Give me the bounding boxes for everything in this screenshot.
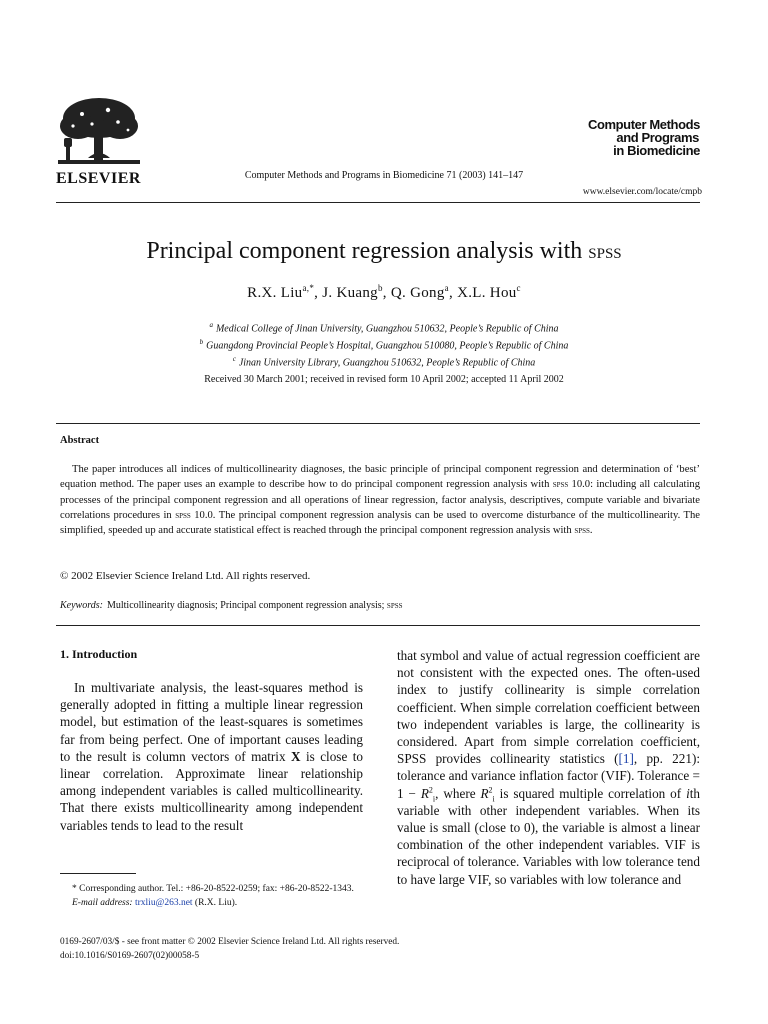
journal-url-link[interactable]: www.elsevier.com/locate/cmpb — [582, 187, 702, 197]
body-text: is squared multiple correlation of — [494, 785, 687, 801]
keywords-text: Multicollinearity diagnosis; Principal component regression analysis; — [106, 600, 385, 611]
affiliation-mark: b — [199, 337, 204, 346]
footnote — [60, 883, 363, 910]
publisher-name: ELSEVIER — [56, 170, 141, 187]
math-subscript: i — [492, 794, 495, 804]
email-link[interactable]: trxliu@263.net — [134, 897, 193, 908]
abstract-text: The paper introduces all indices of multicollinearity diagnoses, the basic principle of principal component regression and determination of ‘best’ equation method. The paper uses an example to describe how to do principal component regression analysis with — [60, 464, 700, 491]
keywords — [60, 600, 403, 611]
keywords-label: Keywords: — [60, 600, 103, 611]
author-list: R.X. Liu$^{a,*}$, J. Kuang$^b$, Q. Gong$^a$, X.L. Hou$^c$ — [247, 283, 521, 301]
author-name: R.X. Liu — [247, 285, 303, 301]
affiliation-text: Medical College of Jinan University, Guangzhou 510632, People’s Republic of China — [215, 323, 559, 335]
body-text: , where — [435, 785, 481, 801]
affiliation-mark: a — [209, 321, 213, 329]
received-dates: Received 30 March 2001; received in revised form 10 April 2002; accepted 11 April 2002 — [204, 374, 564, 385]
doi-line: doi:10.1016/S0169-2607(02)00058-5 — [60, 951, 200, 961]
body-text: , pp. 221): tolerance and variance inflation factor (VIF). Tolerance = 1 − — [397, 751, 700, 801]
front-matter-info — [60, 935, 399, 963]
author-affiliation-mark[interactable]: a — [444, 283, 449, 293]
math-symbol: R — [480, 785, 489, 801]
math-symbol: i — [686, 785, 690, 801]
abstract-copyright: © 2002 Elsevier Science Ireland Ltd. All rights reserved. — [60, 570, 311, 582]
article-title — [0, 238, 768, 265]
abstract-top-divider — [56, 423, 700, 424]
affiliation-item — [0, 353, 768, 370]
affiliation-text: Jinan University Library, Guangzhou 510632, People’s Republic of China — [238, 356, 536, 368]
footnote-divider — [60, 873, 136, 874]
author-name: X.L. Hou — [457, 285, 517, 301]
intro-right-column — [397, 647, 700, 888]
intro-left-column — [60, 679, 363, 834]
abstract-text: 10.0. The principal component regression analysis can be used to overcome disturbance of the multicollinearity. The simplified, speeded up and accurate statistical effect is reached through the principal component regression analysis with — [60, 509, 700, 537]
math-superscript: 2 — [428, 785, 433, 795]
author-affiliation-mark[interactable]: c — [516, 283, 521, 293]
citation-link[interactable]: [1] — [618, 751, 634, 767]
abstract-heading: Abstract — [60, 435, 100, 446]
front-matter-line: 0169-2607/03/$ - see front matter © 2002 Elsevier Science Ireland Ltd. All rights reserved. — [60, 937, 400, 947]
section-heading: 1. Introduction — [60, 647, 138, 661]
journal-citation: Computer Methods and Programs in Biomedicine 71 (2003) 141–147 — [244, 170, 524, 181]
journal-brand-line: in Biomedicine — [613, 143, 700, 158]
math-superscript: 2 — [488, 785, 493, 795]
email-suffix: (R.X. Liu). — [192, 897, 238, 908]
journal-brand-logo — [588, 118, 700, 157]
affiliation-item — [0, 336, 768, 353]
abstract-body — [60, 462, 700, 538]
email-label: E-mail address: — [72, 897, 133, 908]
journal-brand-line: and Programs — [616, 130, 699, 145]
affiliation-list — [0, 319, 768, 369]
affiliation-text: Guangdong Provincial People’s Hospital, Guangzhou 510080, People’s Republic of China — [206, 340, 569, 352]
article-title-main: Principal component regression analysis with — [146, 238, 583, 264]
body-text: In multivariate analysis, the least-squares method is generally adopted in fitting a multiple linear regression model, but estimation of the least-squares is sometimes far from being perfect. One of important causes leading to the result is column vectors of matrix — [60, 680, 363, 764]
abstract-text: 10.0: including all calculating processes of the principal component regression and all operations of linear regression, factor analysis, descriptives, compute variable and bivariate correlations procedures in — [60, 479, 701, 521]
header-divider — [56, 202, 700, 203]
abstract-software-term: spss — [175, 509, 191, 521]
footnote-corresponding: * Corresponding author. Tel.: +86-20-8522-0259; fax: +86-20-8522-1343. — [72, 884, 354, 894]
abstract-software-term: spss — [574, 525, 590, 537]
math-symbol: R — [420, 785, 429, 801]
abstract-software-term: spss — [552, 479, 569, 491]
journal-brand-line: Computer Methods — [587, 117, 700, 132]
author-affiliation-mark[interactable]: a,* — [302, 283, 315, 293]
footnote-email — [60, 897, 363, 911]
author-name: Q. Gong — [390, 285, 445, 301]
article-title-software: spss — [588, 238, 622, 263]
keywords-software-term: spss — [386, 600, 403, 611]
body-text: that symbol and value of actual regression coefficient are not consistent with the expected ones. The often-used index to justify collinearity is simple correlation coefficient. When simple correlation coefficient between two independent variables is large, the collinearity is considered. Apart from simple correlation coefficient, SPSS provides collinearity statistics ( — [397, 648, 700, 767]
body-text: is close to linear correlation. Approximate linear relationship among independent variables is called multicollinearity. That there exists multicollinearity among independent variables tends to lead to the result — [60, 748, 363, 833]
affiliation-mark: c — [232, 354, 236, 363]
elsevier-tree-logo-icon — [58, 96, 140, 168]
matrix-symbol: X — [291, 748, 301, 764]
body-text: th variable with other independent variables. When its value is small (close to 0), the variable is almost a linear combination of the other independent variables. VIF is reciprocal of tolerance. Variables with low tolerance tend to have large VIF, so variables with low tolerance and — [397, 785, 700, 887]
math-subscript: i — [432, 794, 436, 804]
author-affiliation-mark[interactable]: b — [377, 283, 383, 293]
author-name: J. Kuang — [322, 285, 378, 301]
abstract-text: . — [589, 525, 593, 537]
keywords-bottom-divider — [56, 625, 700, 626]
affiliation-item — [0, 319, 768, 336]
